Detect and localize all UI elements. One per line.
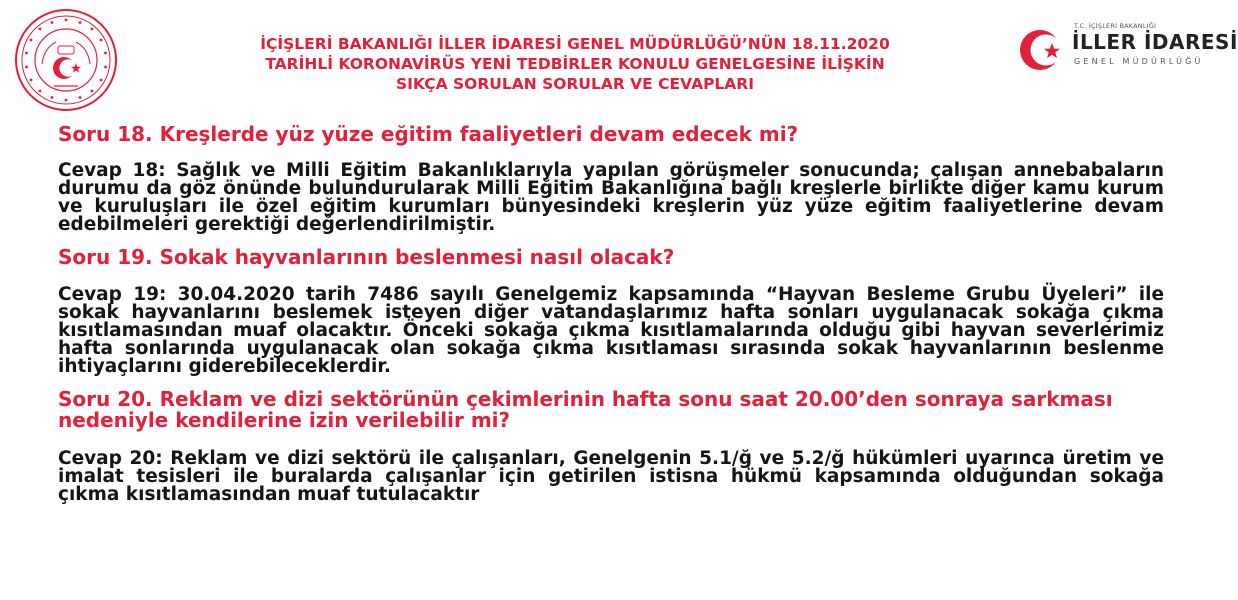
page-title: [190, 34, 960, 94]
ministry-seal-icon: [14, 8, 118, 112]
logo-subtitle: GENEL MÜDÜRLÜĞÜ: [1074, 57, 1204, 66]
logo-name: İLLER İDARESİ: [1072, 30, 1238, 54]
page-title-line-1: İÇİŞLERİ BAKANLIĞI İLLER İDARESİ GENEL MÜDÜRLÜĞÜ’NÜN 18.11.2020: [260, 35, 890, 53]
answer-19: Cevap 19: 30.04.2020 tarih 7486 sayılı Genelgemiz kapsamında “Hayvan Besleme Grubu Üyeleri” ile sokak hayvanlarını beslemek isteyen diğer vatandaşlarımız hafta sonları uygulanacak sokağa çıkma kısıtlamasından muaf olacaktır. Önceki sokağa çıkma kısıtlamalarında olduğu gibi hayvan severlerimiz hafta sonlarında uygulanacak olan sokağa çıkma kısıtlaması sırasında sokak hayvanlarının beslenme ihtiyaçlarını giderebileceklerdir.: [58, 284, 1164, 377]
qa-content: [58, 122, 1164, 504]
question-18: Soru 18. Kreşlerde yüz yüze eğitim faaliyetleri devam edecek mi?: [58, 122, 799, 146]
answer-20: Cevap 20: Reklam ve dizi sektörü ile çalışanları, Genelgenin 5.1/ğ ve 5.2/ğ hükümleri uyarınca üretim ve imalat tesisleri ile buralarda çalışanlar için getirilen istisna hükmü kapsamında olduğundan sokağa çıkma kısıtlamasından muaf tutulacaktır: [58, 448, 1164, 505]
question-19: Soru 19. Sokak hayvanlarının beslenmesi nasıl olacak?: [58, 245, 675, 269]
question-20: Soru 20. Reklam ve dizi sektörünün çekimlerinin hafta sonu saat 20.00’den sonraya sarkması nedeniyle kendilerine izin verilebilir mi?: [58, 387, 1113, 432]
iller-idaresi-logo: [1012, 20, 1238, 80]
page-title-line-2: TARİHLİ KORONAVİRÜS YENİ TEDBİRLER KONULU GENELGESİNE İLİŞKİN: [265, 55, 885, 73]
page-title-line-3: SIKÇA SORULAN SORULAR VE CEVAPLARI: [396, 75, 754, 93]
crescent-star-icon: [1012, 22, 1068, 78]
logo-ministry-text: T.C. İÇİŞLERİ BAKANLIĞI: [1074, 22, 1157, 30]
page-header: [0, 0, 1238, 120]
answer-18: Cevap 18: Sağlık ve Milli Eğitim Bakanlıklarıyla yapılan görüşmeler sonucunda; çalışan annebabaların durumu da göz önünde bulundurularak Milli Eğitim Bakanlığına bağlı kreşlerle birlikte diğer kamu kurum ve kuruluşları ile özel eğitim kurumları bünyesindeki kreşlerin yüz yüze eğitim faaliyetlerine devam edebilmeleri gerektiği değerlendirilmiştir.: [58, 160, 1164, 235]
